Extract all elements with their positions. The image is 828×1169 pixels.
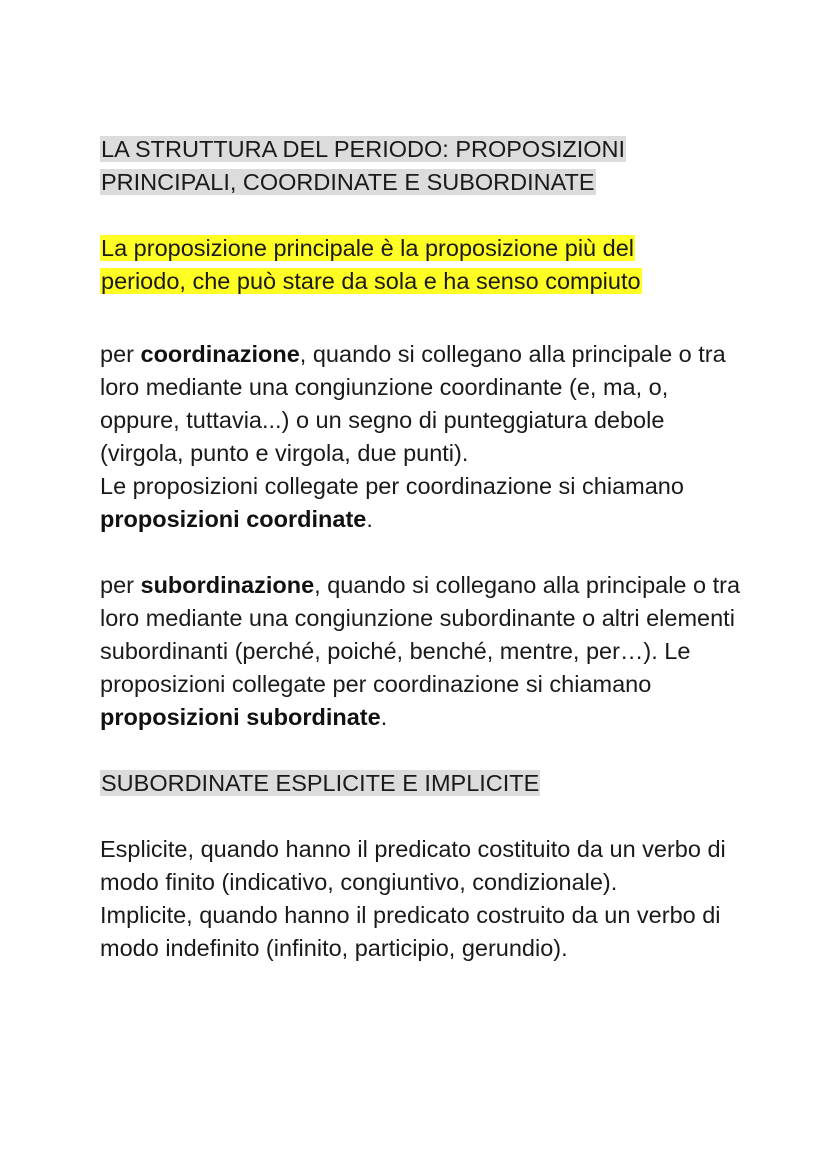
title-line-1: LA STRUTTURA DEL PERIODO: PROPOSIZIONI xyxy=(101,136,626,162)
subordination-paragraph xyxy=(100,569,750,734)
implicit-definition: Implicite, quando hanno il predicato costruito da un verbo di modo indefinito (infinito, participio, gerundio). xyxy=(100,902,721,961)
section-subtitle xyxy=(100,767,750,800)
subordination-term: subordinazione xyxy=(140,572,315,598)
document-page xyxy=(100,133,750,965)
page-title xyxy=(100,133,750,199)
coordination-term: coordinazione xyxy=(140,341,300,367)
subordination-end: . xyxy=(380,704,388,730)
principal-definition xyxy=(100,232,750,298)
subordination-text: , quando si collegano alla principale o tra loro mediante una congiunzione subordinante o altri elementi subordinanti (perché, poiché, benché, mentre, per…). Le proposizioni collegate per coordinazione si chiamano xyxy=(100,572,741,697)
subtitle-text: SUBORDINATE ESPLICITE E IMPLICITE xyxy=(101,770,540,796)
coordination-prefix: per xyxy=(100,341,141,367)
coordination-result-term: proposizioni coordinate xyxy=(100,506,367,532)
principal-line-1: La proposizione principale è la proposizione più del xyxy=(101,235,635,261)
subordination-prefix: per xyxy=(100,572,141,598)
principal-line-2: periodo, che può stare da sola e ha senso compiuto xyxy=(101,268,641,294)
explicit-definition: Esplicite, quando hanno il predicato costituito da un verbo di modo finito (indicativo, congiuntivo, condizionale). xyxy=(100,836,726,895)
coordination-paragraph xyxy=(100,338,750,536)
coordination-text: , quando si collegano alla principale o tra loro mediante una congiunzione coordinante (e, ma, o, oppure, tuttavia...) o un segno di punteggiatura debole (virgola, punto e virgola, due punti). xyxy=(100,341,726,466)
subordination-result-term: proposizioni subordinate xyxy=(100,704,381,730)
title-line-2: PRINCIPALI, COORDINATE E SUBORDINATE xyxy=(101,169,595,195)
coordination-sentence: Le proposizioni collegate per coordinazione si chiamano xyxy=(100,473,684,499)
coordination-end: . xyxy=(366,506,373,532)
